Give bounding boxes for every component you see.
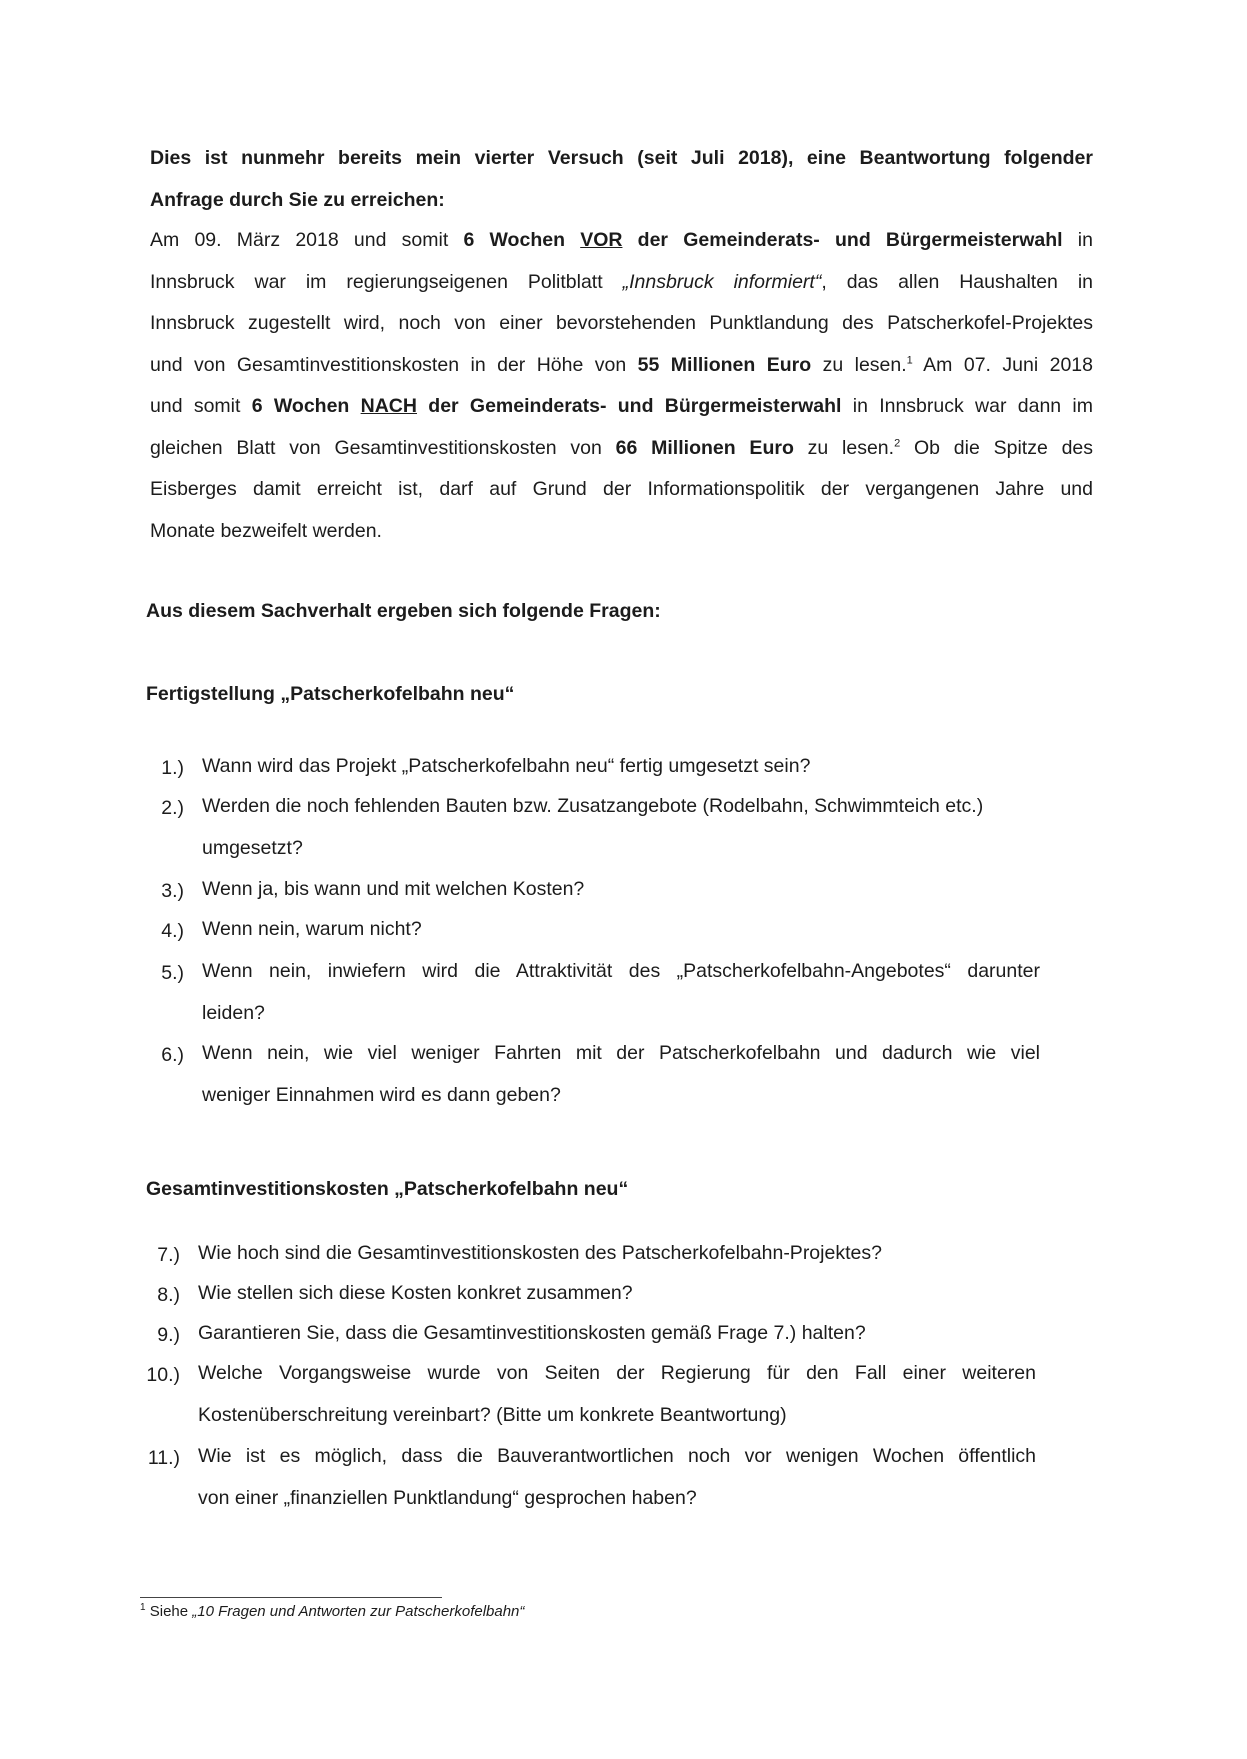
question-number: 7.) [157, 1244, 180, 1266]
question-text-line: Welche Vorgangsweise wurde von Seiten der Regierung für den Fall einer weiteren [198, 1362, 1036, 1384]
question-text [202, 909, 1040, 951]
question-text-line: Wenn nein, inwiefern wird die Attraktivität des „Patscherkofelbahn-Angebotes“ darunter [202, 960, 1040, 982]
body-line-4: und von Gesamtinvestitionskosten in der Höhe von 55 Millionen Euro zu lesen.$^1$ Am 07. Juni 2018 [150, 353, 1093, 376]
body-line-3: Innsbruck zugestellt wird, noch von einer bevorstehenden Punktlandung des Patscherkofel-Projektes [150, 312, 1093, 334]
question-number: 5.) [161, 962, 184, 984]
intro-paragraph [150, 138, 1093, 221]
question-text [202, 1033, 1040, 1116]
footnote: $^1$ Siehe „10 Fragen und Antworten zur Patscherkofelbahn“ [140, 1602, 525, 1620]
question-number: 1.) [161, 757, 184, 779]
question-text-line: Werden die noch fehlenden Bauten bzw. Zusatzangebote (Rodelbahn, Schwimmteich etc.) [202, 795, 984, 817]
question-text-line: Kostenüberschreitung vereinbart? (Bitte um konkrete Beantwortung) [198, 1403, 787, 1426]
footnote-ref-1: 1 [906, 354, 913, 366]
question-text-line: Wenn nein, wie viel weniger Fahrten mit der Patscherkofelbahn und dadurch wie viel [202, 1042, 1040, 1064]
footnote-ref-2: 2 [894, 437, 901, 449]
section-heading-completion: Fertigstellung „Patscherkofelbahn neu“ [146, 683, 515, 705]
body-line-8: Monate bezweifelt werden. [150, 519, 382, 542]
question-text [202, 951, 1040, 1034]
body-paragraph [150, 220, 1093, 552]
question-number: 2.) [161, 797, 184, 819]
question-text [198, 1436, 1036, 1519]
question-text-line: Wie hoch sind die Gesamtinvestitionskosten des Patscherkofelbahn-Projektes? [198, 1242, 882, 1264]
body-line-7: Eisberges damit erreicht ist, darf auf Grund der Informationspolitik der vergangenen Jahre und [150, 478, 1093, 500]
question-text-line: Wie stellen sich diese Kosten konkret zusammen? [198, 1282, 633, 1304]
body-line-1: Am 09. März 2018 und somit 6 Wochen VOR der Gemeinderats- und Bürgermeisterwahl in [150, 229, 1093, 251]
body-line-5: und somit 6 Wochen NACH der Gemeinderats- und Bürgermeisterwahl in Innsbruck war dann im [150, 395, 1093, 417]
question-number: 10.) [146, 1364, 180, 1386]
question-number: 4.) [161, 920, 184, 942]
question-number: 3.) [161, 880, 184, 902]
question-text-line: weniger Einnahmen wird es dann geben? [202, 1083, 561, 1106]
question-text-line: umgesetzt? [202, 836, 303, 859]
question-number: 6.) [161, 1044, 184, 1066]
question-text [198, 1273, 1036, 1315]
question-text [202, 746, 1040, 788]
section-heading-costs: Gesamtinvestitionskosten „Patscherkofelbahn neu“ [146, 1178, 629, 1200]
intro-line-2: Anfrage durch Sie zu erreichen: [150, 188, 445, 211]
question-text-line: Wenn nein, warum nicht? [202, 918, 422, 940]
question-text [202, 786, 1040, 869]
question-text-line: Wie ist es möglich, dass die Bauverantwortlichen noch vor wenigen Wochen öffentlich [198, 1445, 1036, 1467]
question-text-line: Wann wird das Projekt „Patscherkofelbahn neu“ fertig umgesetzt sein? [202, 755, 811, 777]
question-text-line: leiden? [202, 1001, 265, 1024]
question-text [202, 869, 1040, 911]
question-number: 9.) [157, 1324, 180, 1346]
question-text-line: Garantieren Sie, dass die Gesamtinvestitionskosten gemäß Frage 7.) halten? [198, 1322, 866, 1344]
body-line-2: Innsbruck war im regierungseigenen Politblatt „Innsbruck informiert“, das allen Haushalten in [150, 270, 1094, 293]
questions-heading: Aus diesem Sachverhalt ergeben sich folgende Fragen: [146, 600, 661, 622]
intro-line-1: Dies ist nunmehr bereits mein vierter Versuch (seit Juli 2018), eine Beantwortung folgender [150, 147, 1093, 169]
question-number: 11.) [147, 1447, 180, 1469]
question-text [198, 1353, 1036, 1436]
question-text [198, 1233, 1036, 1275]
body-line-6: gleichen Blatt von Gesamtinvestitionskosten von 66 Millionen Euro zu lesen.$^2$ Ob die Spitze des [150, 436, 1094, 459]
question-number: 8.) [157, 1284, 180, 1306]
question-text [198, 1313, 1036, 1355]
question-text-line: Wenn ja, bis wann und mit welchen Kosten? [202, 878, 585, 900]
question-text-line: von einer „finanziellen Punktlandung“ gesprochen haben? [198, 1486, 697, 1509]
footnote-divider [140, 1597, 442, 1598]
